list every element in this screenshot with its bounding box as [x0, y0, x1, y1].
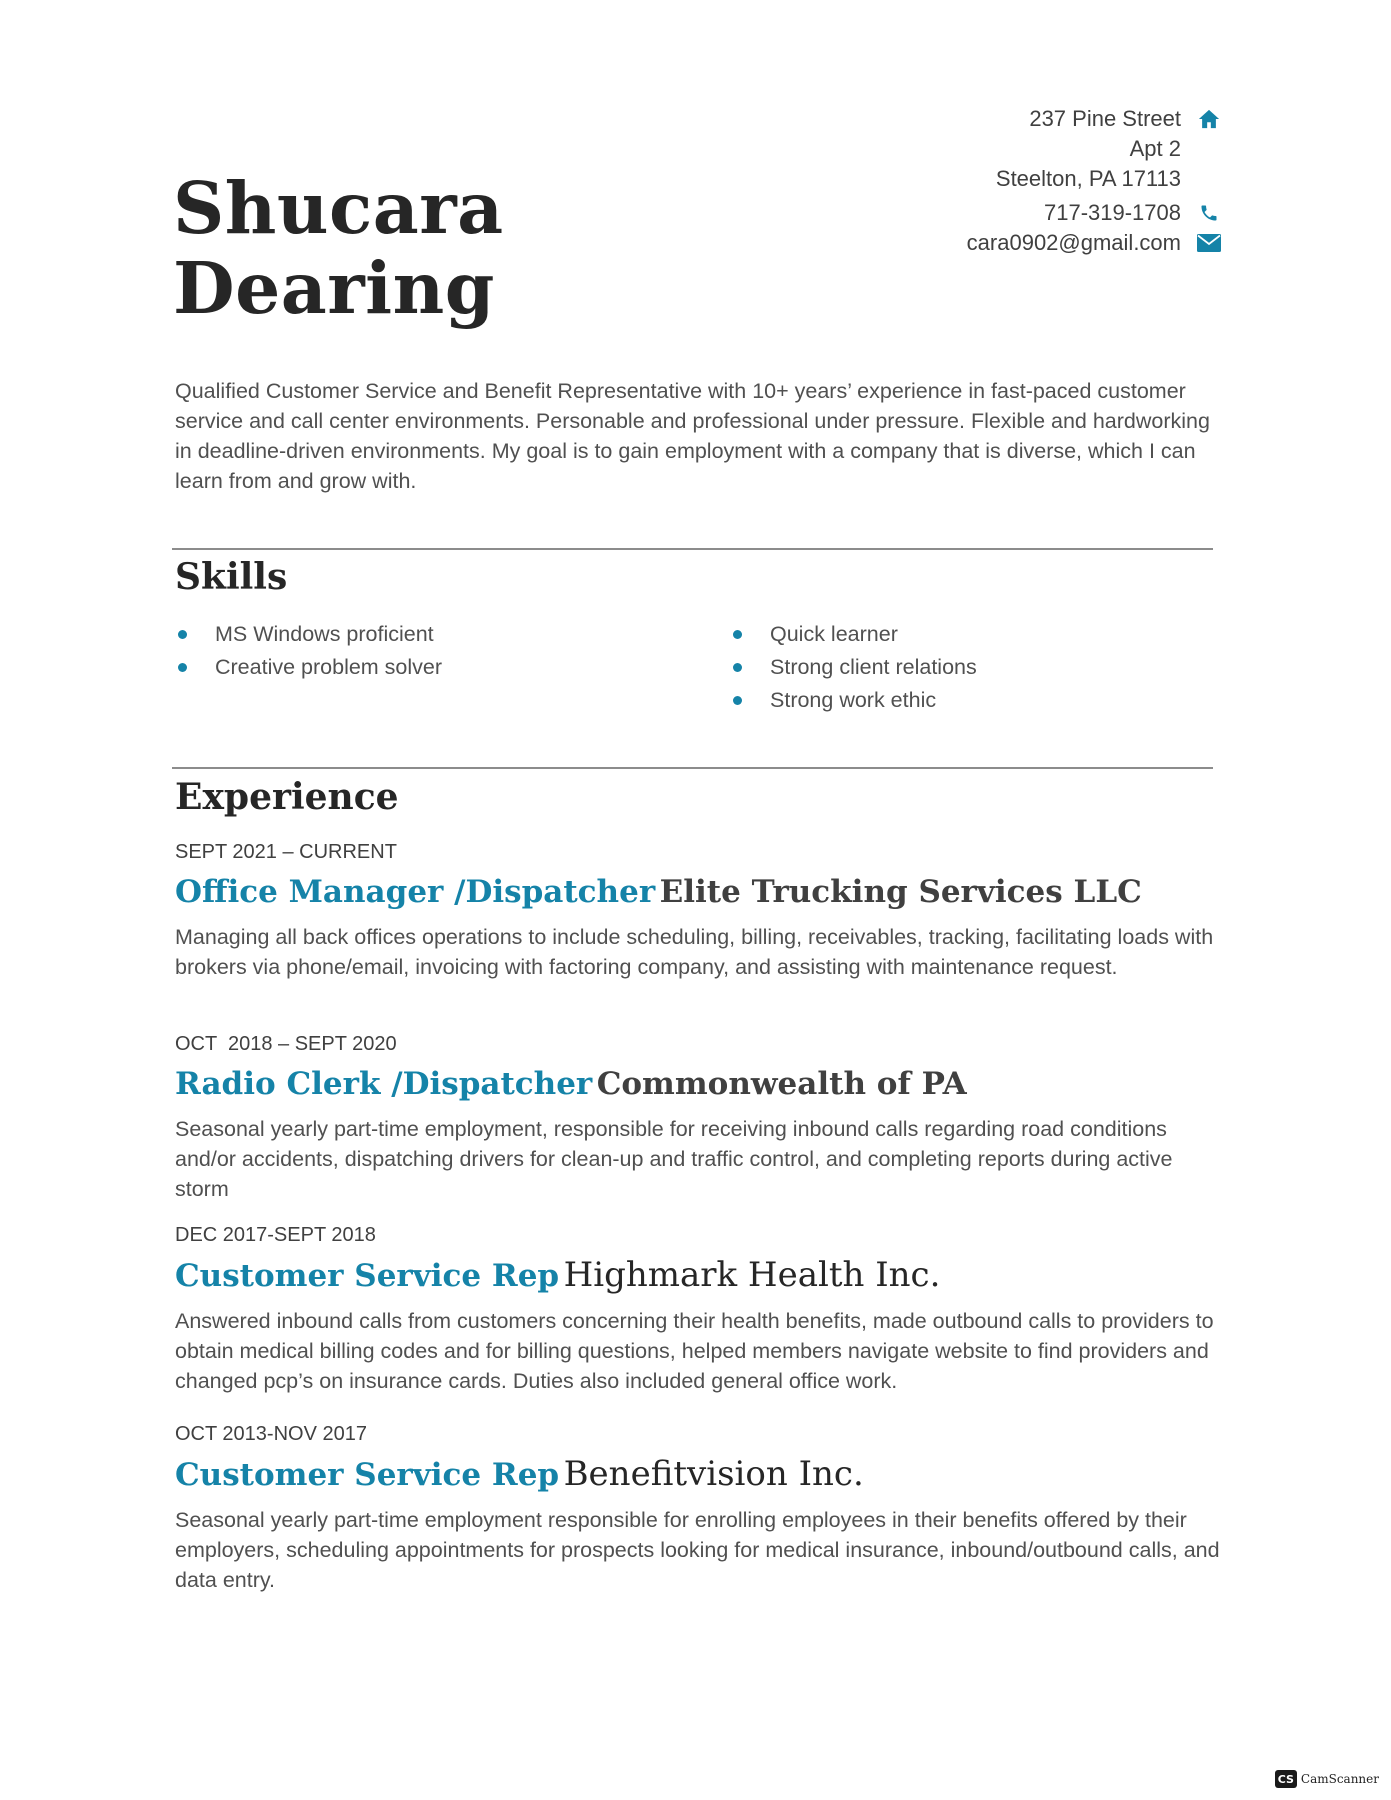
bullet-icon	[733, 696, 742, 705]
job-title-line	[175, 1452, 1225, 1503]
email-row	[967, 228, 1221, 258]
skill-item: Strong client relations	[730, 651, 977, 684]
home-icon	[1197, 107, 1221, 131]
job-role: Office Manager /Dispatcher	[175, 874, 656, 910]
contact-block	[967, 104, 1221, 258]
job-company: Benefitvision Inc.	[563, 1454, 864, 1494]
job-entry	[175, 1221, 1225, 1396]
job-entry	[175, 1420, 1225, 1595]
job-description: Managing all back offices operations to include scheduling, billing, receivables, tracking, facilitating loads with brokers via phone/email, invoicing with factoring company, and assisting with maintenance request.	[175, 925, 1214, 979]
job-description: Answered inbound calls from customers concerning their health benefits, made outbound calls to providers to obtain medical billing codes and for billing questions, helped members navigate website to find providers and changed pcp’s on insurance cards. Duties also included general office work.	[175, 1309, 1214, 1393]
job-dates: OCT 2013-NOV 2017	[175, 1423, 367, 1445]
skills-heading: Skills	[175, 556, 288, 598]
job-title-line	[175, 1253, 1225, 1304]
address-line-2: Apt 2	[1129, 136, 1181, 161]
skills-list-left	[175, 618, 442, 684]
address-line-1: 237 Pine Street	[1029, 106, 1181, 131]
job-dates: SEPT 2021 – CURRENT	[175, 841, 397, 863]
email-icon	[1197, 231, 1221, 255]
candidate-name	[173, 168, 504, 328]
camscanner-watermark	[1275, 1770, 1379, 1788]
job-title-line	[175, 1062, 1225, 1112]
skills-list-right	[730, 618, 977, 717]
address-line-3: Steelton, PA 17113	[995, 166, 1181, 191]
job-description: Seasonal yearly part-time employment, responsible for receiving inbound calls regarding road conditions and/or accidents, dispatching drivers for clean-up and traffic control, and completing reports during active storm	[175, 1117, 1173, 1201]
job-company: Elite Trucking Services LLC	[659, 874, 1142, 910]
job-role: Customer Service Rep	[175, 1457, 560, 1493]
experience-heading: Experience	[175, 776, 399, 818]
job-entry	[175, 1030, 1225, 1204]
first-name: Shucara	[173, 166, 504, 250]
job-role: Radio Clerk /Dispatcher	[175, 1066, 593, 1102]
skill-item: MS Windows proficient	[175, 618, 442, 651]
bullet-icon	[733, 663, 742, 672]
job-company: Commonwealth of PA	[596, 1066, 967, 1102]
address-line-3-row	[967, 164, 1221, 194]
phone-icon	[1197, 201, 1221, 225]
address-line-2-row	[967, 134, 1221, 164]
section-divider	[172, 767, 1213, 769]
bullet-icon	[178, 630, 187, 639]
phone-number: 717-319-1708	[1043, 200, 1181, 225]
job-dates: DEC 2017-SEPT 2018	[175, 1224, 376, 1246]
camscanner-logo-icon: CS	[1275, 1770, 1297, 1788]
camscanner-label: CamScanner	[1300, 1772, 1379, 1786]
job-company: Highmark Health Inc.	[563, 1255, 941, 1295]
job-title-line	[175, 870, 1225, 920]
skill-item: Strong work ethic	[730, 684, 977, 717]
last-name: Dearing	[173, 246, 495, 330]
email-address: cara0902@gmail.com	[966, 230, 1181, 255]
job-role: Customer Service Rep	[175, 1258, 560, 1294]
bullet-icon	[178, 663, 187, 672]
phone-row	[967, 198, 1221, 228]
job-entry	[175, 838, 1225, 982]
job-dates: OCT 2018 – SEPT 2020	[175, 1033, 397, 1055]
address-line-1-row	[967, 104, 1221, 134]
professional-summary: Qualified Customer Service and Benefit Representative with 10+ years’ experience in fast-paced customer service and call center environments. Personable and professional under pressure. Flexible and hardworking in deadline-driven environments. My goal is to gain employment with a company that is diverse, which I can learn from and grow with.	[175, 379, 1210, 493]
section-divider	[172, 548, 1213, 550]
job-description: Seasonal yearly part-time employment responsible for enrolling employees in their benefits offered by their employers, scheduling appointments for prospects looking for medical insurance, inbound/outbound calls, and data entry.	[175, 1508, 1220, 1592]
bullet-icon	[733, 630, 742, 639]
skill-item: Quick learner	[730, 618, 977, 651]
skill-item: Creative problem solver	[175, 651, 442, 684]
